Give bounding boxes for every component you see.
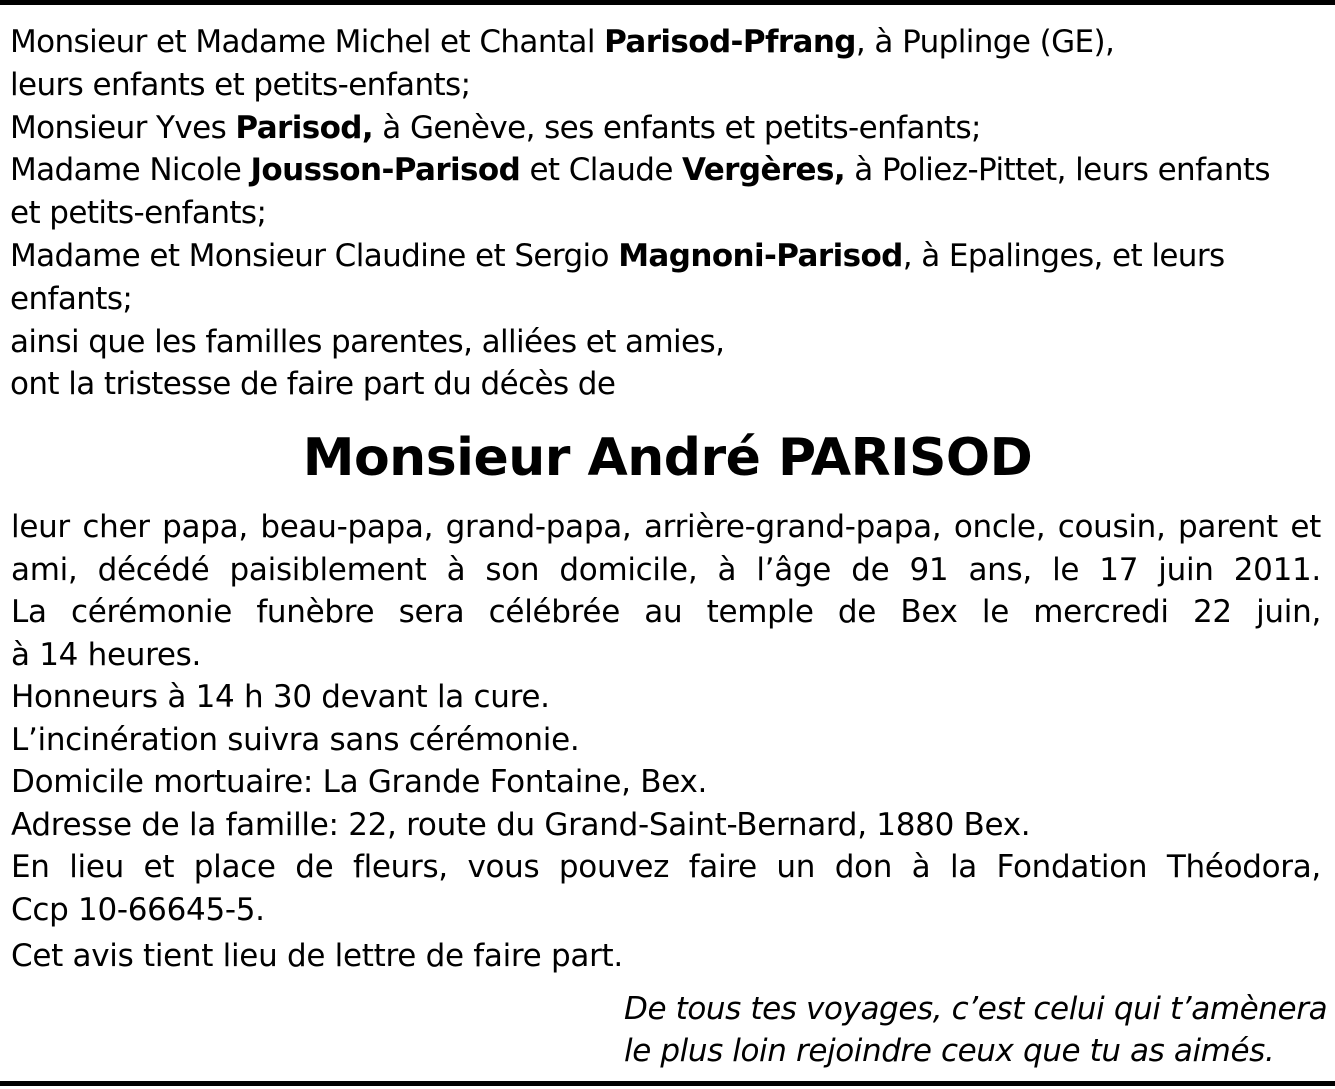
top-border-rule: [0, 0, 1335, 5]
family-surname: Magnoni-Parisod: [618, 237, 903, 274]
family-surname: Parisod-Pfrang: [604, 24, 856, 60]
family-text: Madame Nicole: [10, 152, 251, 189]
closing-note: Cet avis tient lieu de lettre de faire part.: [11, 938, 623, 974]
family-text: , à Epalinges, et leurs: [902, 237, 1225, 274]
body-line: Honneurs à 14 h 30 devant la cure.: [11, 679, 550, 715]
body-line: L’incinération suivra sans cérémonie.: [11, 721, 580, 758]
family-text: et petits-enfants;: [10, 195, 267, 232]
family-text: , à Puplinge (GE),: [855, 24, 1115, 60]
body-line: La cérémonie funèbre sera célébrée au temple de Bex le mercredi 22 juin,: [11, 594, 1321, 630]
family-text: et Claude: [520, 152, 683, 189]
quote-line: De tous tes voyages, c’est celui qui t’amènera: [624, 991, 1328, 1027]
family-line: [10, 321, 1300, 364]
family-line: [10, 64, 1300, 107]
body-line: Ccp 10-66645-5.: [11, 891, 265, 928]
family-text: à Genève, ses enfants et petits-enfants;: [373, 109, 981, 146]
family-line: [10, 278, 1300, 321]
family-text: à Poliez-Pittet, leurs enfants: [845, 152, 1270, 189]
body-line: à 14 heures.: [11, 636, 202, 673]
body-line: ami, décédé paisiblement à son domicile, à l’âge de 91 ans, le 17 juin 2011.: [11, 551, 1321, 588]
family-surname: Vergères,: [682, 152, 846, 189]
family-surname: Parisod,: [235, 109, 374, 146]
family-list: [10, 21, 1300, 406]
family-text: Monsieur et Madame Michel et Chantal: [10, 24, 605, 60]
family-text: ainsi que les familles parentes, alliées et amies,: [10, 323, 725, 360]
family-line: [10, 192, 1300, 235]
family-line: [10, 363, 1300, 406]
family-line: [10, 21, 1300, 64]
family-text: leurs enfants et petits-enfants;: [10, 66, 471, 103]
body-line: leur cher papa, beau-papa, grand-papa, arrière-grand-papa, oncle, cousin, parent et: [11, 509, 1321, 545]
family-surname: Jousson-Parisod: [250, 152, 521, 189]
body-line: Adresse de la famille: 22, route du Grand-Saint-Bernard, 1880 Bex.: [11, 806, 1031, 843]
family-text: ont la tristesse de faire part du décès de: [10, 366, 616, 403]
quote-line: le plus loin rejoindre ceux que tu as aimés.: [624, 1033, 1275, 1069]
family-text: Monsieur Yves: [10, 109, 236, 146]
body-line: Domicile mortuaire: La Grande Fontaine, Bex.: [11, 764, 708, 800]
family-text: enfants;: [10, 280, 133, 317]
family-text: Madame et Monsieur Claudine et Sergio: [10, 237, 619, 274]
family-line: [10, 107, 1300, 150]
deceased-name-heading: Monsieur André PARISOD: [302, 428, 1033, 488]
body-line: En lieu et place de fleurs, vous pouvez faire un don à la Fondation Théodora,: [11, 849, 1321, 885]
family-line: [10, 235, 1300, 278]
epitaph-quote: [624, 988, 1328, 1072]
family-line: [10, 149, 1300, 192]
notice-body: [11, 506, 1321, 931]
bottom-border-rule: [0, 1081, 1335, 1086]
